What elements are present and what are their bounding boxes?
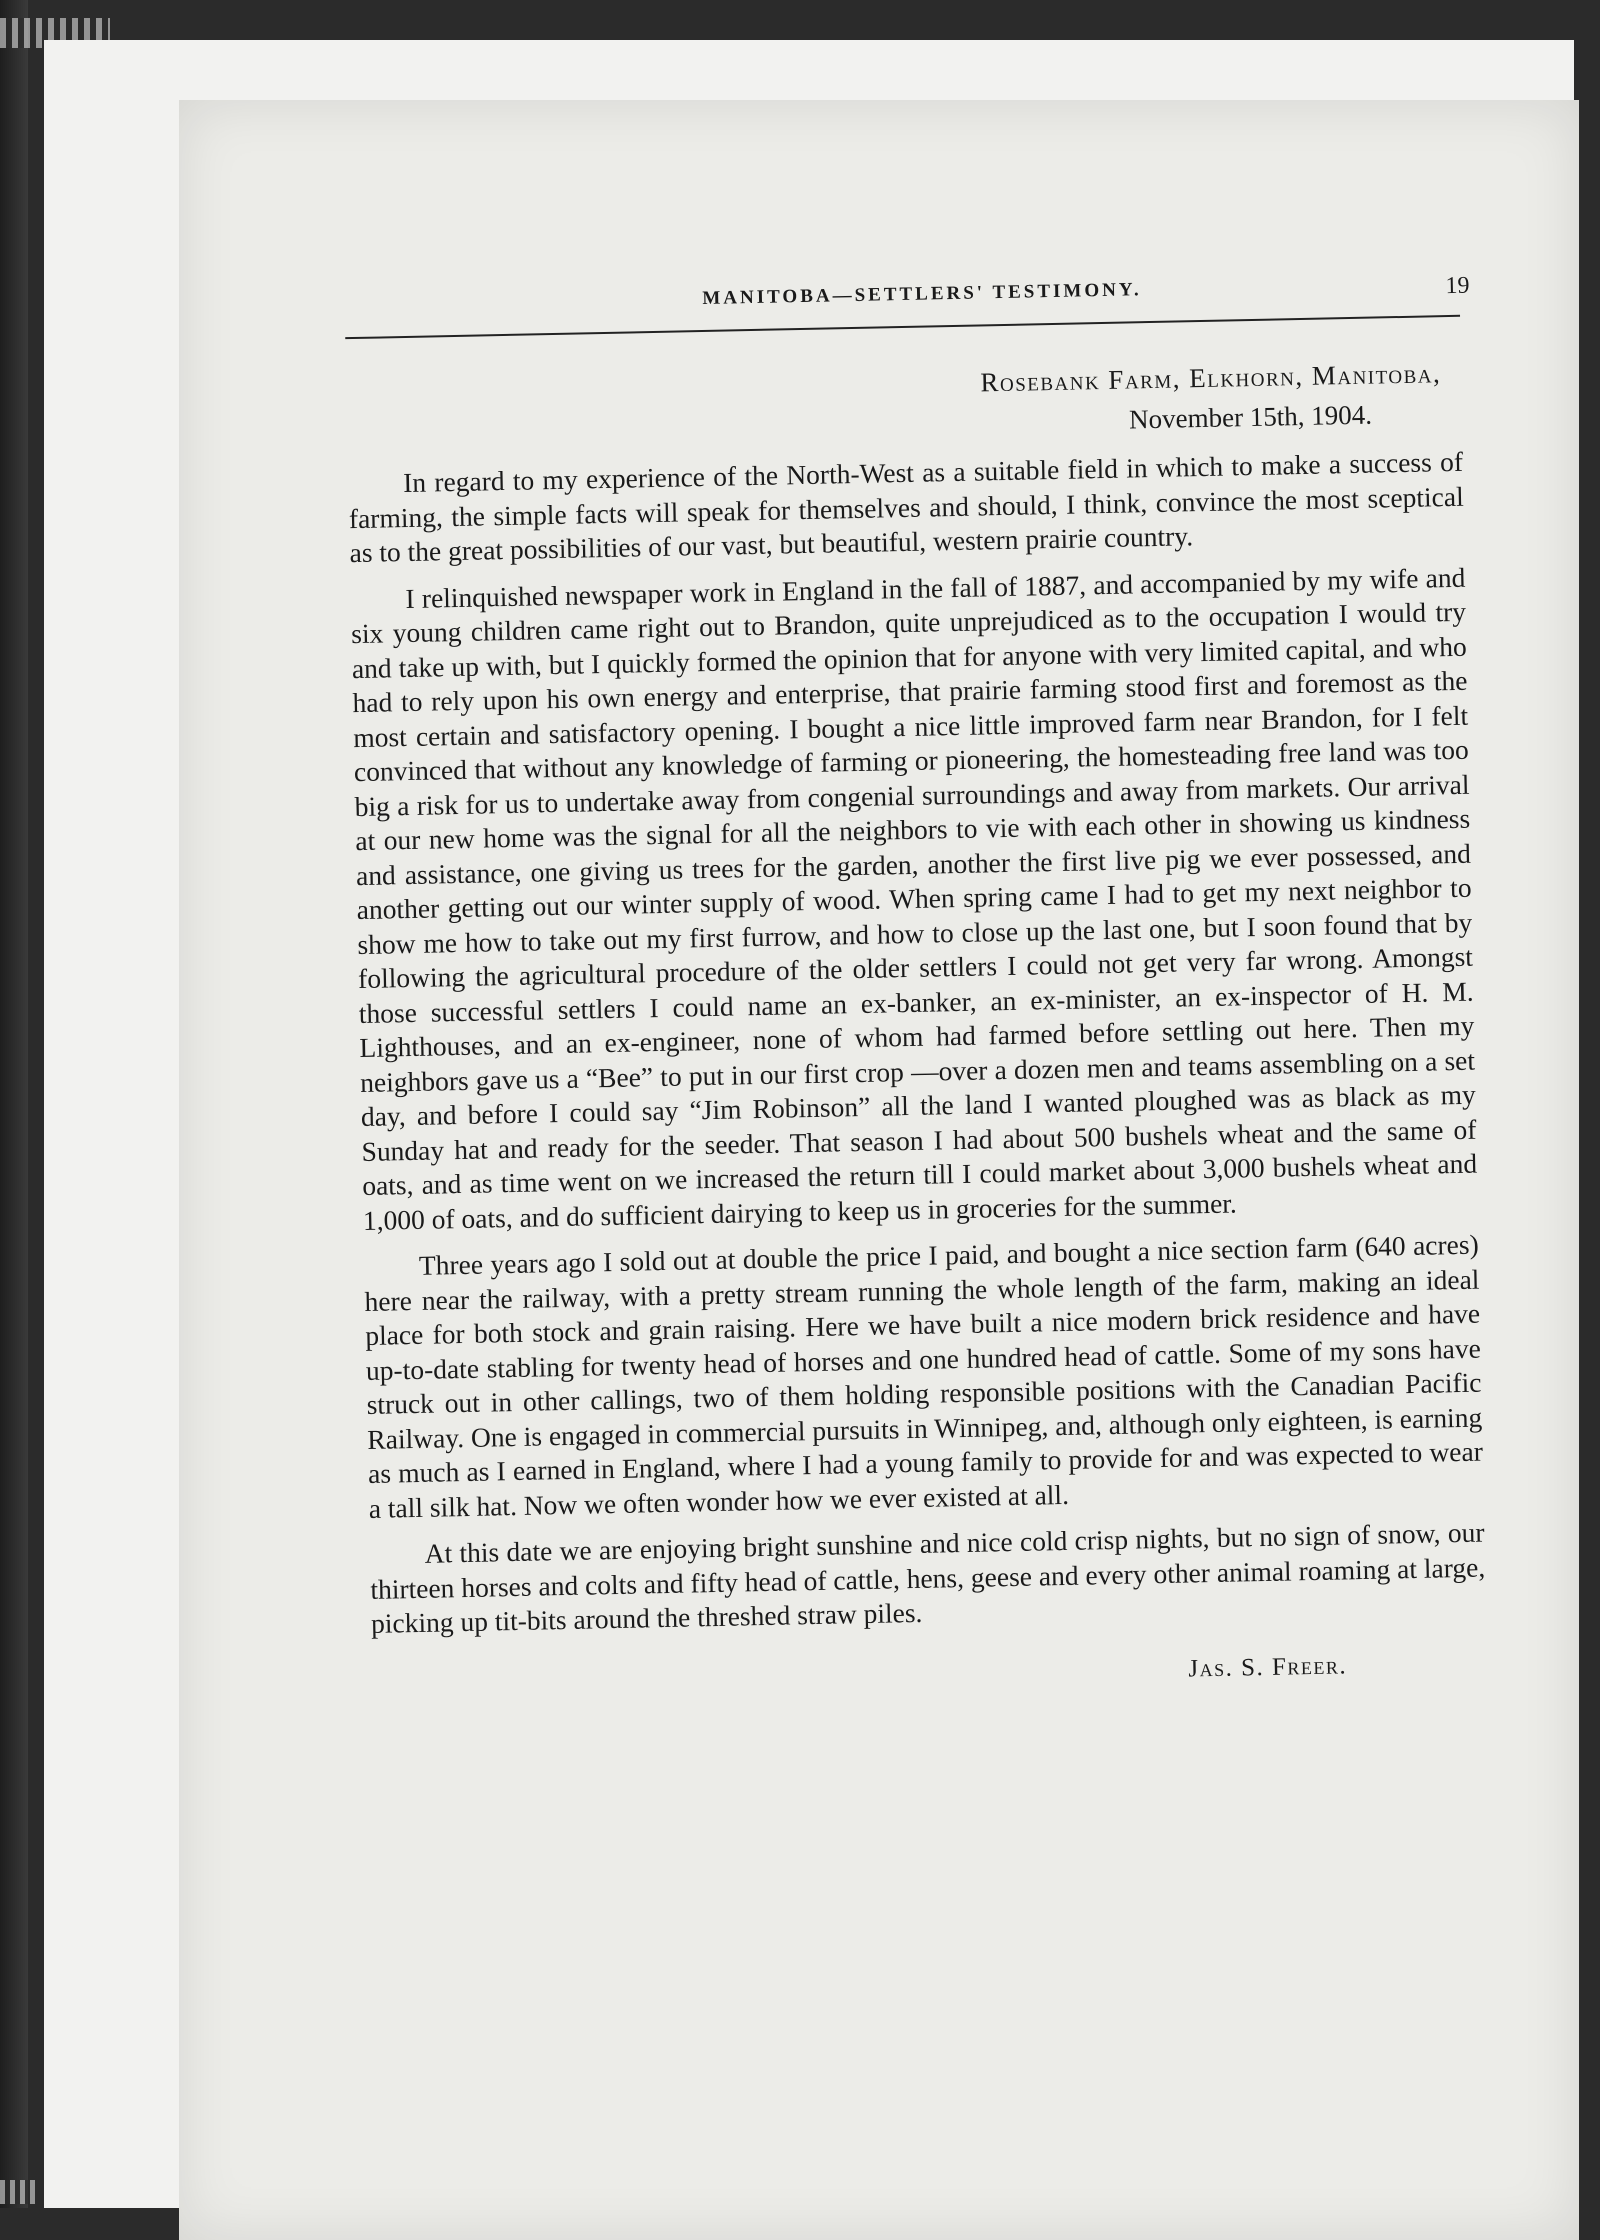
running-head xyxy=(344,259,1470,339)
paragraph: In regard to my experience of the North-West as a suitable field in which to make a success of farming, the simple facts will speak for themselves and should, I think, convince the most sceptical as to the great possibilities of our vast, but beautiful, western prairie country. xyxy=(348,445,1464,569)
paragraph: Three years ago I sold out at double the price I paid, and bought a nice section farm (640 acres) here near the railway, with a pretty stream running the whole length of the farm, making an ideal place for both stock and grain raising. Here we have built a nice modern brick residence and have up-to-date stabling for twenty head of horses and one hundred head of cattle. Some of my sons have struck out in other callings, two of them holding responsible positions with the Canadian Pacific Railway. One is engaged in commercial pursuits in Winnipeg, and, although only eighteen, is earning as much as I earned in England, where I had a young family to provide for and was expected to wear a tall silk hat. Now we often wonder how we ever existed at all. xyxy=(364,1228,1484,1524)
binding-edge-bottom xyxy=(0,2180,40,2204)
running-head-title: MANITOBA—SETTLERS' TESTIMONY. xyxy=(702,279,1142,310)
letter-signature: Jas. S. Freer. xyxy=(1188,1651,1348,1683)
letter-dateline xyxy=(346,353,1462,455)
paragraph: At this date we are enjoying bright sunshine and nice cold crisp nights, but no sign of snow, our thirteen horses and colts and fifty head of cattle, hens, geese and every other animal roaming at large, picking up tit-bits around the threshed straw piles. xyxy=(370,1516,1486,1639)
paragraph: I relinquished newspaper work in England in the fall of 1887, and accompanied by my wife and six young children came right out to Brandon, quite unprejudiced as to the occupation I would try and take up with, but I quickly formed the opinion that for anyone with very limited capital, and who had to rely upon his own energy and enterprise, that prairie farming stood first and foremost as the most certain and satisfactory opening. I bought a nice little improved farm near Brandon, for I felt convinced that without any knowledge of farming or pioneering, the homesteading free land was too big a risk for us to undertake away from congenial surroundings and away from markets. Our arrival at our new home was the signal for all the neighbors to vie with each other in showing us kindness and assistance, one giving us trees for the garden, another the first live pig we ever possessed, and another getting out our winter supply of wood. When spring came I had to get my next neighbor to show me how to take out my first furrow, and how to close up the last one, but I soon found that by following the agricultural procedure of the older settlers I could not get very far wrong. Amongst those successful settlers I could name an ex-banker, an ex-minister, an ex-inspector of H. M. Lighthouses, and an ex-engineer, none of whom had farmed before settling out here. Then my neighbors gave us a “Bee” to put in our first crop —over a dozen men and teams assembling on a set day, and before I could say “Jim Robinson” all the land I wanted ploughed was as black as my Sunday hat and ready for the seeder. That season I had about 500 bushels wheat and the same of oats, and as time went on we increased the return till I could market about 3,000 bushels wheat and 1,000 of oats, and do sufficient dairying to keep us in groceries for the summer. xyxy=(350,561,1478,1236)
scan-edge xyxy=(0,0,28,2208)
letter-place: Rosebank Farm, Elkhorn, Manitoba, xyxy=(980,358,1442,398)
book-page xyxy=(179,100,1579,2240)
outer-sheet xyxy=(44,40,1574,2208)
page-number: 19 xyxy=(1445,272,1470,300)
letter-body xyxy=(348,445,1486,1642)
letter-date: November 15th, 1904. xyxy=(1128,399,1373,435)
page-content xyxy=(344,259,1487,1700)
